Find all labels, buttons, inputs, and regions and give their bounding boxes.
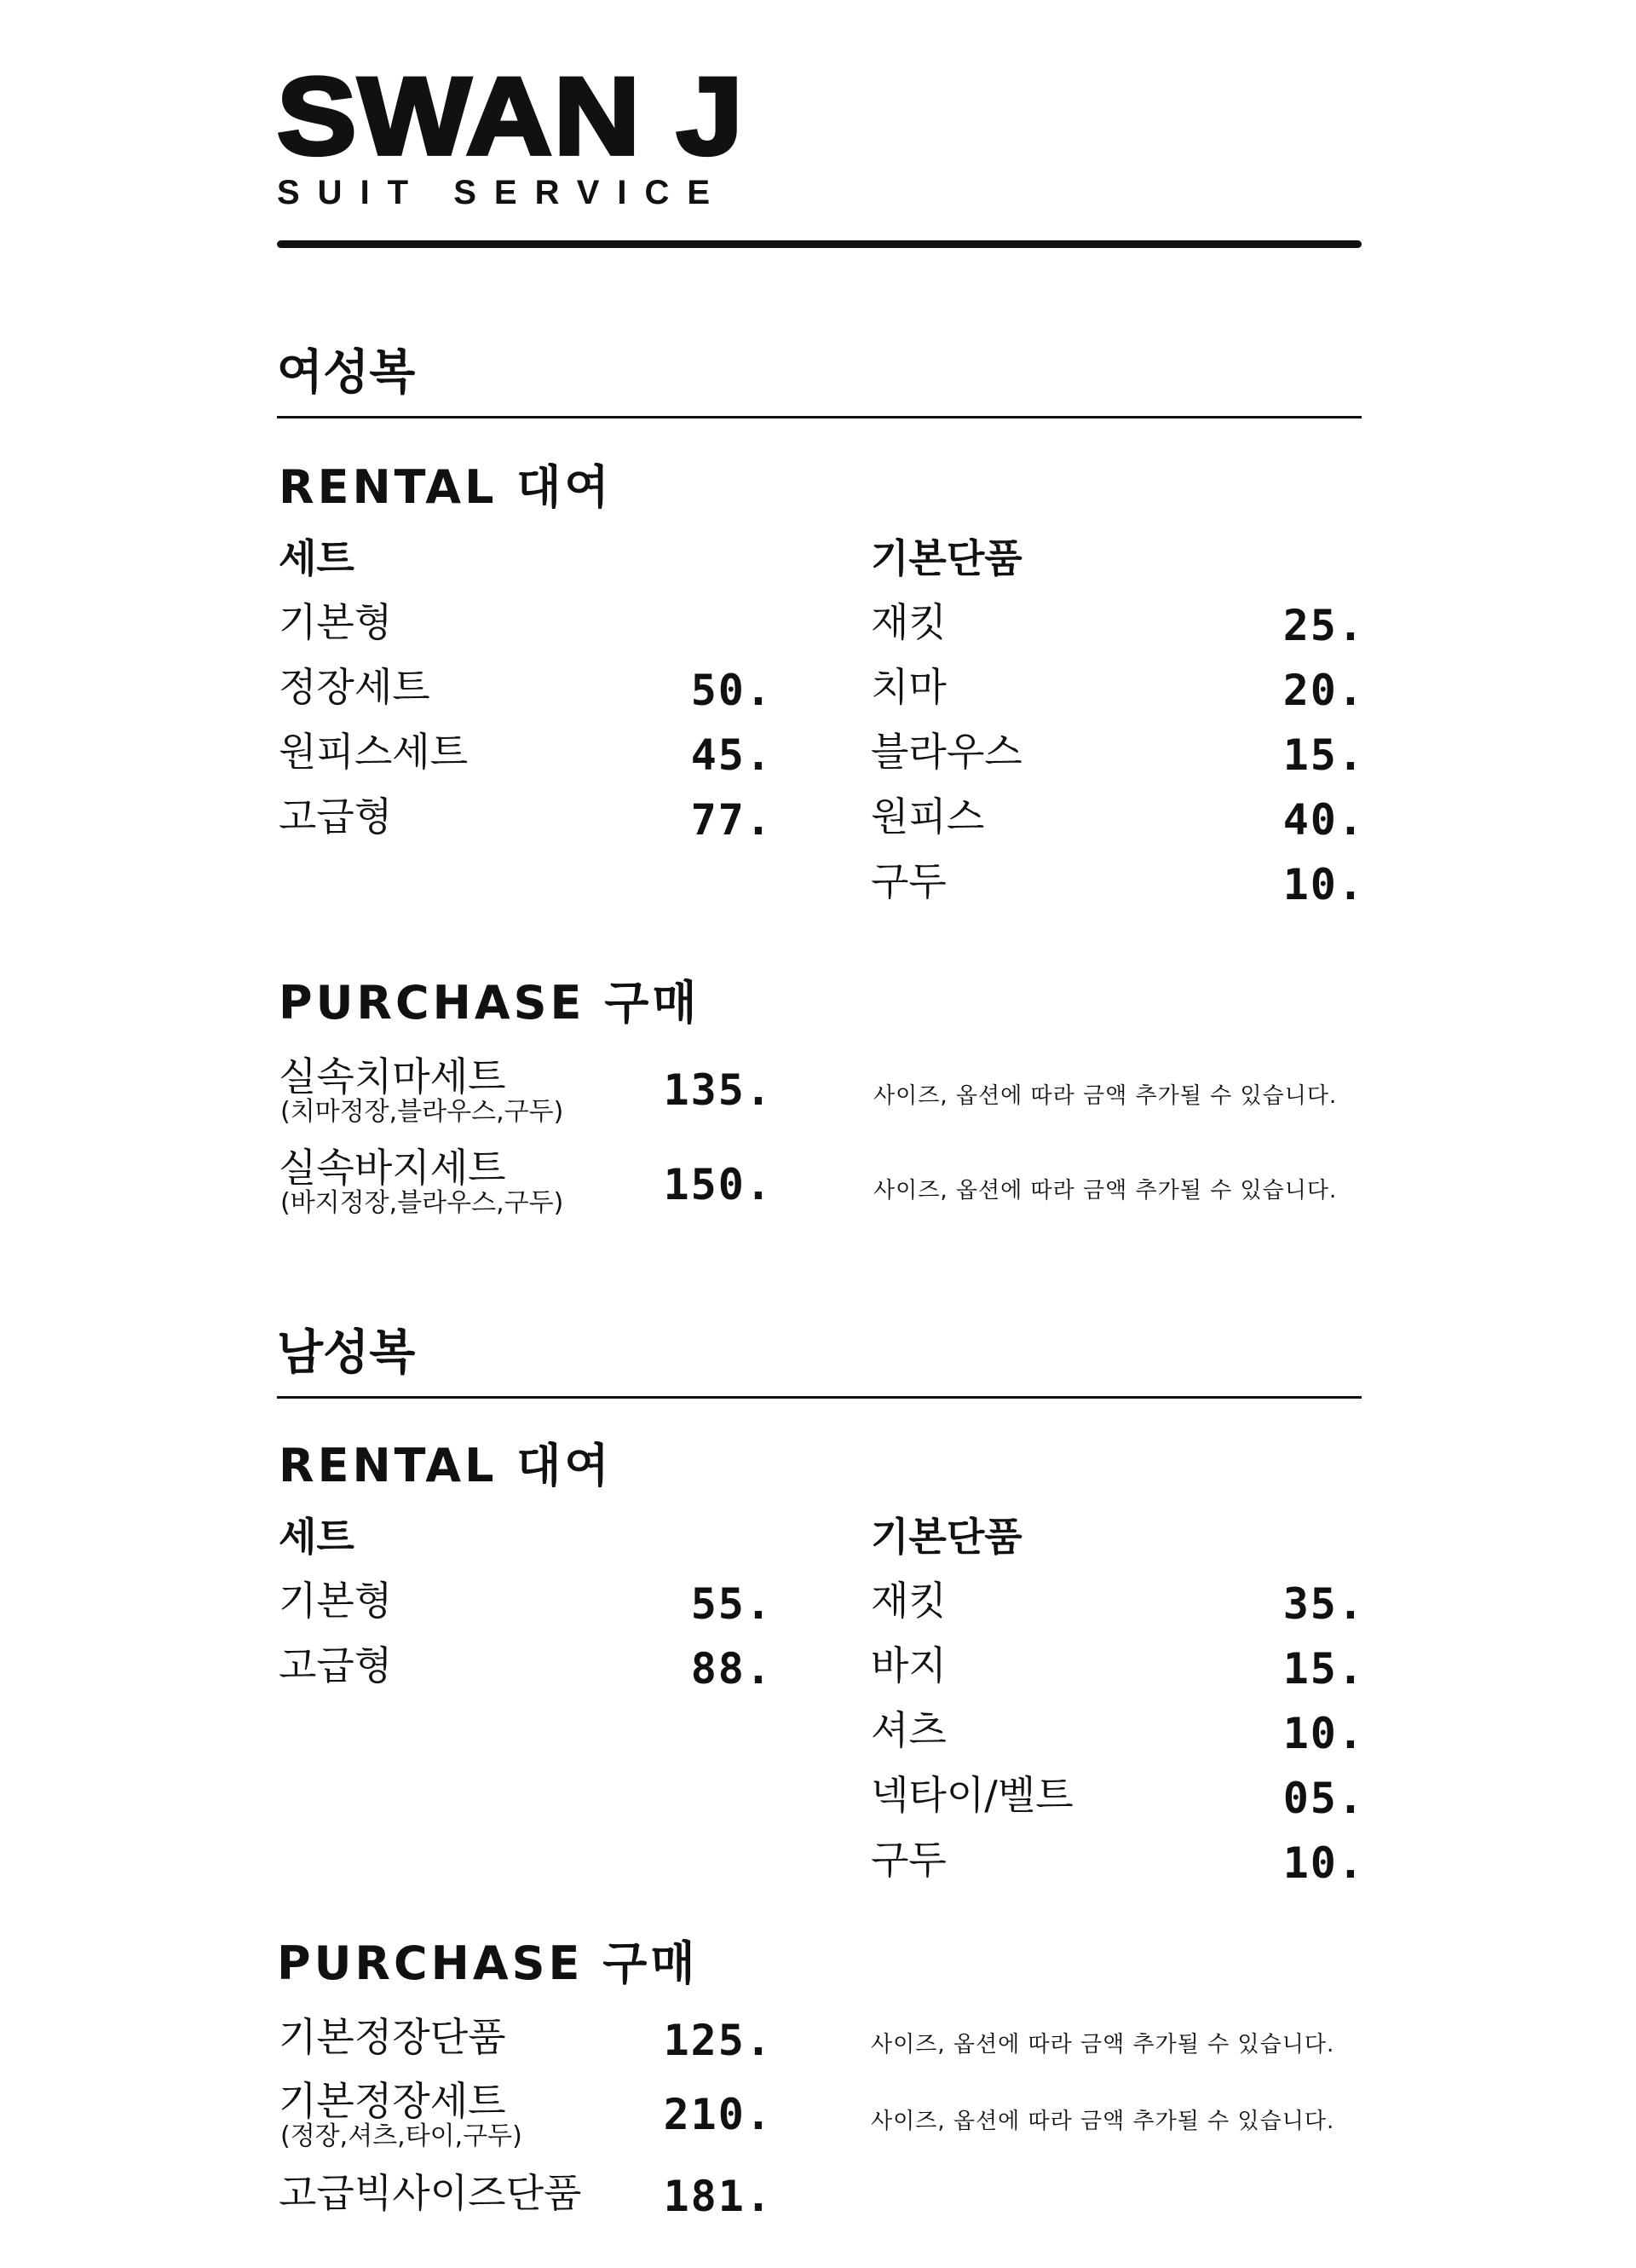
women-set-row <box>279 666 773 717</box>
men-section-title: 남성복 <box>277 1330 1362 1399</box>
men-set-row <box>279 1579 773 1630</box>
women-section-header <box>277 345 1362 418</box>
item-price: 15. <box>1282 1644 1365 1694</box>
item-price: 05. <box>1282 1774 1365 1823</box>
item-price: 25. <box>1282 601 1365 650</box>
women-purchase-row <box>279 1146 773 1232</box>
item-price: 10. <box>1282 860 1365 909</box>
item-price: 50. <box>690 666 773 715</box>
item-detail: (정장,셔츠,타이,구두) <box>280 2121 522 2151</box>
men-purchase-row <box>279 2016 773 2067</box>
item-name: 기본형 <box>279 1578 393 1624</box>
item-price: 150. <box>663 1160 773 1209</box>
item-detail: (바지정장,블라우스,구두) <box>280 1188 564 1218</box>
men-single-row <box>871 1579 1365 1630</box>
item-price: 45. <box>690 730 773 780</box>
men-purchase-row <box>279 2172 773 2223</box>
men-single-row <box>871 1838 1365 1890</box>
item-price: 88. <box>690 1644 773 1694</box>
item-name: 고급형 <box>279 794 393 840</box>
women-single-row <box>871 860 1365 911</box>
item-name: 기본정장세트 <box>279 2078 506 2124</box>
item-name: 바지 <box>871 1642 947 1688</box>
women-section-title: 여성복 <box>277 349 1362 418</box>
price-note: 사이즈, 옵션에 따라 금액 추가될 수 있습니다. <box>873 1083 1338 1109</box>
item-name: 셔츠 <box>871 1707 947 1753</box>
women-set-heading: 세트 <box>279 535 354 581</box>
brand-logo <box>277 54 780 212</box>
women-single-row <box>871 601 1365 652</box>
men-set-heading: 세트 <box>279 1514 354 1560</box>
women-set-row <box>279 601 773 652</box>
women-single-row <box>871 666 1365 717</box>
item-price: 20. <box>1282 666 1365 715</box>
men-purchase-heading: PURCHASE 구매 <box>277 1936 699 1990</box>
women-set-row <box>279 730 773 782</box>
item-price: 210. <box>663 2090 773 2139</box>
item-price: 125. <box>663 2016 773 2065</box>
item-name: 고급형 <box>279 1642 393 1688</box>
item-name: 원피스세트 <box>279 729 469 775</box>
women-set-row <box>279 795 773 846</box>
header-divider <box>277 240 1362 248</box>
brand-name: SWAN J <box>277 54 745 178</box>
item-name: 구두 <box>871 858 947 904</box>
item-price: 10. <box>1282 1838 1365 1888</box>
item-name: 실속바지세트 <box>279 1145 506 1191</box>
item-name: 원피스 <box>871 794 985 840</box>
men-single-row <box>871 1644 1365 1695</box>
men-single-row <box>871 1709 1365 1760</box>
women-single-heading: 기본단품 <box>871 535 1022 581</box>
item-price: 55. <box>690 1579 773 1629</box>
price-note: 사이즈, 옵션에 따라 금액 추가될 수 있습니다. <box>871 2109 1335 2134</box>
men-section-header <box>277 1325 1362 1399</box>
women-purchase-row <box>279 1055 773 1140</box>
item-name: 치마 <box>871 664 947 710</box>
men-purchase-row <box>279 2080 773 2165</box>
men-rental-heading: RENTAL 대여 <box>279 1439 613 1492</box>
item-name: 정장세트 <box>279 664 430 710</box>
item-price: 35. <box>1282 1579 1365 1629</box>
men-single-row <box>871 1774 1365 1825</box>
men-set-row <box>279 1644 773 1695</box>
women-rental-heading: RENTAL 대여 <box>279 460 613 514</box>
price-note: 사이즈, 옵션에 따라 금액 추가될 수 있습니다. <box>871 2032 1335 2057</box>
item-price: 181. <box>663 2172 773 2221</box>
item-name: 구두 <box>871 1837 947 1883</box>
women-single-row <box>871 795 1365 846</box>
item-name: 넥타이/벨트 <box>871 1772 1074 1818</box>
item-price: 135. <box>663 1065 773 1115</box>
brand-subtitle: SUIT SERVICE <box>277 174 729 211</box>
item-name: 기본형 <box>279 599 393 645</box>
item-name: 기본정장단품 <box>279 2014 506 2060</box>
item-name: 실속치마세트 <box>279 1053 506 1099</box>
item-name: 블라우스 <box>871 729 1022 775</box>
men-single-heading: 기본단품 <box>871 1514 1022 1560</box>
item-price: 15. <box>1282 730 1365 780</box>
women-purchase-heading: PURCHASE 구매 <box>279 976 700 1030</box>
item-name: 재킷 <box>871 599 947 645</box>
item-price: 77. <box>690 795 773 845</box>
item-name: 재킷 <box>871 1578 947 1624</box>
item-name: 고급빅사이즈단품 <box>279 2170 582 2216</box>
item-detail: (치마정장,블라우스,구두) <box>280 1097 564 1127</box>
item-price: 10. <box>1282 1709 1365 1758</box>
item-price: 40. <box>1282 795 1365 845</box>
women-single-row <box>871 730 1365 782</box>
price-note: 사이즈, 옵션에 따라 금액 추가될 수 있습니다. <box>873 1178 1338 1203</box>
